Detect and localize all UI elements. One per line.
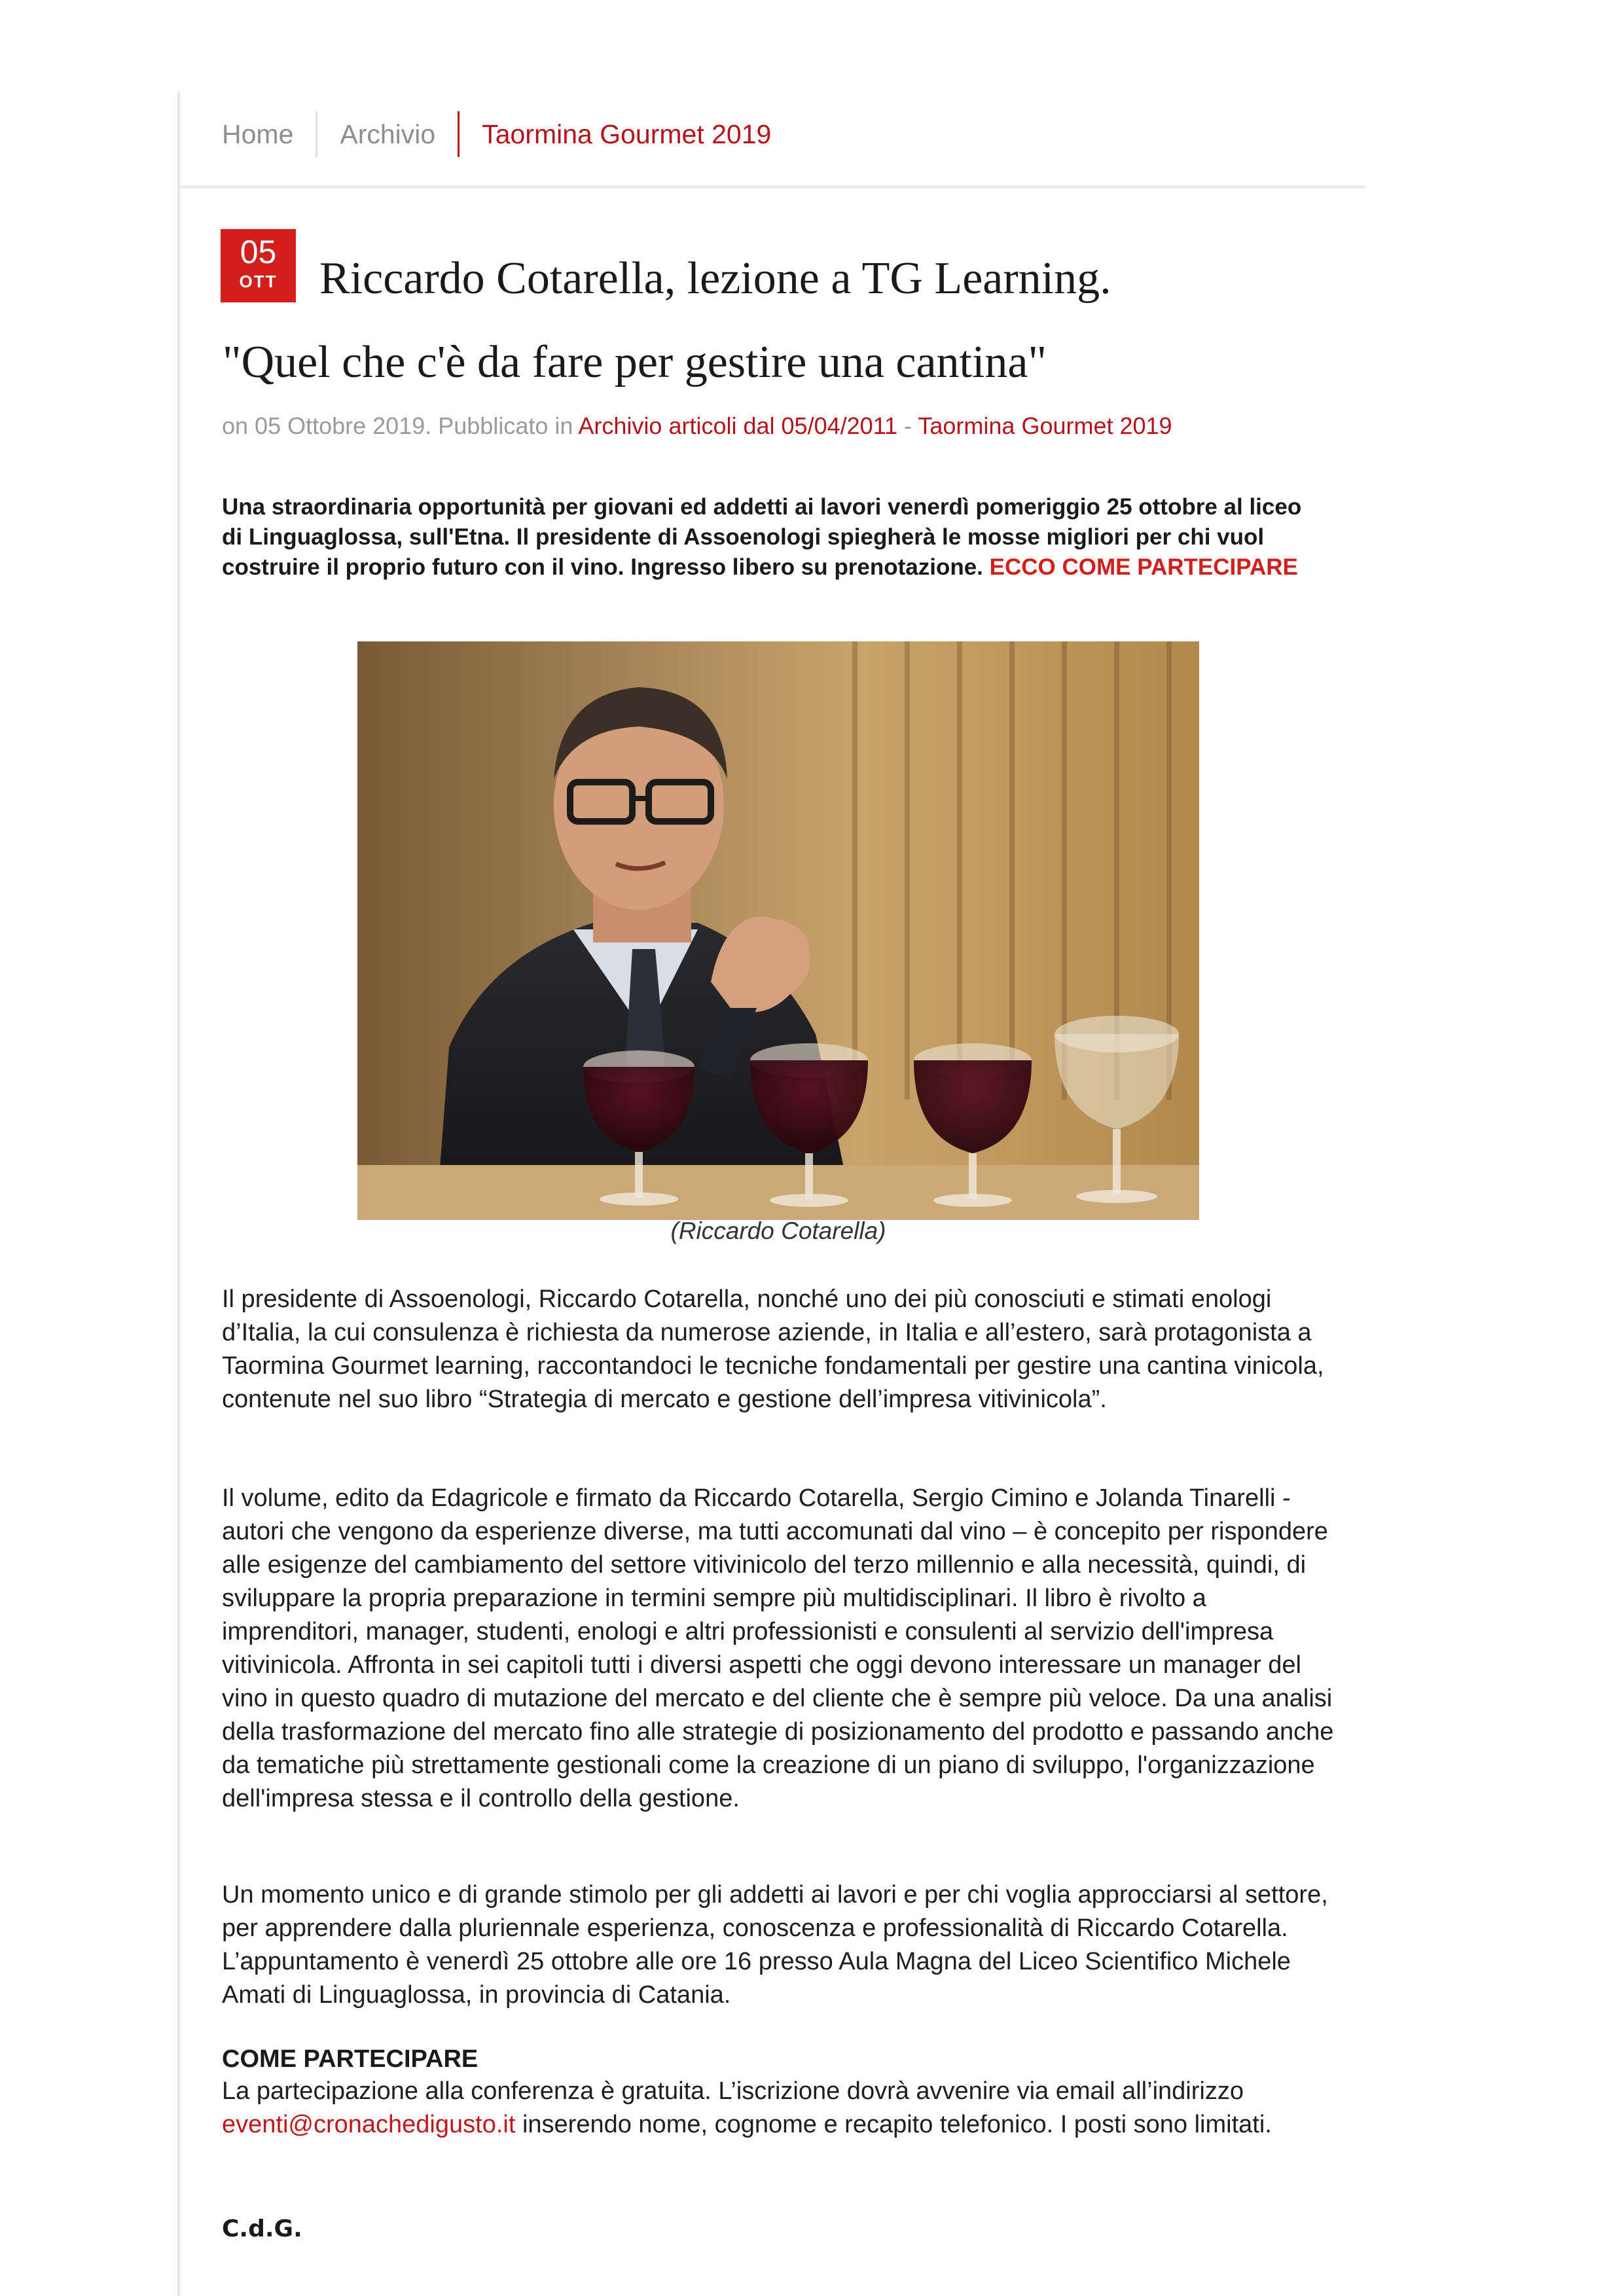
breadcrumb-home-link[interactable]: Home [222, 118, 294, 149]
article-title-line-2: "Quel che c'è da fare per gestire una cantina" [223, 337, 1047, 387]
article-title [223, 237, 1335, 404]
breadcrumb-archivio-link[interactable]: Archivio [340, 118, 436, 149]
article-intro-text: Una straordinaria opportunità per giovani ed addetti ai lavori venerdì pomeriggio 25 ottobre al liceo di Linguaglossa, sull'Etna. Il presidente di Assoenologi spiegherà le mosse migliori per chi vuol costruire il proprio futuro con il vino. Ingresso libero su prenotazione. [222, 494, 1302, 580]
come-partecipare-link[interactable]: ECCO COME PARTECIPARE [989, 554, 1298, 580]
article-paragraph-2: Il volume, edito da Edagricole e firmato da Riccardo Cotarella, Sergio Cimino e Jolanda Tinarelli - autori che vengono da esperienze diverse, ma tutti accomunati dal vino – è concepito per rispondere alle esigenze del cambiamento del settore vitivinicolo del terzo millennio e alla necessità, quindi, di sviluppare la propria preparazione in termini sempre più multidisciplinari. Il libro è rivolto a imprenditori, manager, studenti, enologi e altri professionisti e consulenti al servizio dell'impresa vitivinicola. Affronta in sei capitoli tutti i diversi aspetti che oggi devono interessare un manager del vino in questo quadro di mutazione del mercato e del cliente che è sempre più veloce. Da una analisi della trasformazione del mercato fino alle strategie di posizionamento del prodotto e passando anche da tematiche più strettamente gestionali come la creazione di un piano di sviluppo, l'organizzazione dell'impresa stessa e il controllo della gestione. [222, 1484, 1334, 1812]
article-intro [222, 492, 1328, 583]
category-archivio-link[interactable]: Archivio articoli dal 05/04/2011 [578, 412, 898, 439]
date-badge-month: OTT [239, 272, 278, 291]
paragraph-4-text-before: La partecipazione alla conferenza è gratuita. L’iscrizione dovrà avvenire via email all’indirizzo [222, 2077, 1244, 2105]
article-photo [357, 641, 1199, 1220]
photo-caption: (Riccardo Cotarella) [670, 1217, 886, 1244]
come-partecipare-heading: COME PARTECIPARE [222, 2045, 478, 2073]
article-meta-prefix: on 05 Ottobre 2019. Pubblicato in [222, 412, 573, 439]
article-paragraph-3: Un momento unico e di grande stimolo per gli addetti ai lavori e per chi voglia approcciarsi al settore, per apprendere dalla pluriennale esperienza, conoscenza e professionalità di Riccardo Cotarella. L’appuntamento è venerdì 25 ottobre alle ore 16 presso Aula Magna del Liceo Scientifico Michele Amati di Linguaglossa, in provincia di Catania. [222, 1881, 1328, 2009]
article-paragraph-1: Il presidente di Assoenologi, Riccardo Cotarella, nonché uno dei più conosciuti e stimati enologi d’Italia, la cui consulenza è richiesta da numerose aziende, in Italia e all’estero, sarà protagonista a Taormina Gourmet learning, raccontandoci le tecniche fondamentali per gestire una cantina vinicola, contenute nel suo libro “Strategia di mercato e gestione dell’impresa vitivinicola”. [222, 1285, 1324, 1413]
email-link[interactable]: eventi@cronachedigusto.it [222, 2111, 516, 2138]
breadcrumb-current-category-link[interactable]: Taormina Gourmet 2019 [482, 118, 772, 149]
category-taormina-link[interactable]: Taormina Gourmet 2019 [918, 412, 1172, 439]
category-separator: - [897, 412, 918, 439]
breadcrumb [222, 111, 793, 157]
article-paragraph-4 [222, 2075, 1335, 2142]
date-badge-day: 05 [240, 234, 277, 270]
page-left-border [177, 92, 180, 2296]
article-meta [222, 412, 1400, 440]
breadcrumb-divider-rule [180, 185, 1365, 188]
paragraph-4-text-after: inserendo nome, cognome e recapito telefonico. I posti sono limitati. [515, 2111, 1272, 2138]
author-signature: C.d.G. [222, 2215, 302, 2242]
article-title-line-1: Riccardo Cotarella, lezione a TG Learning. [319, 253, 1111, 304]
